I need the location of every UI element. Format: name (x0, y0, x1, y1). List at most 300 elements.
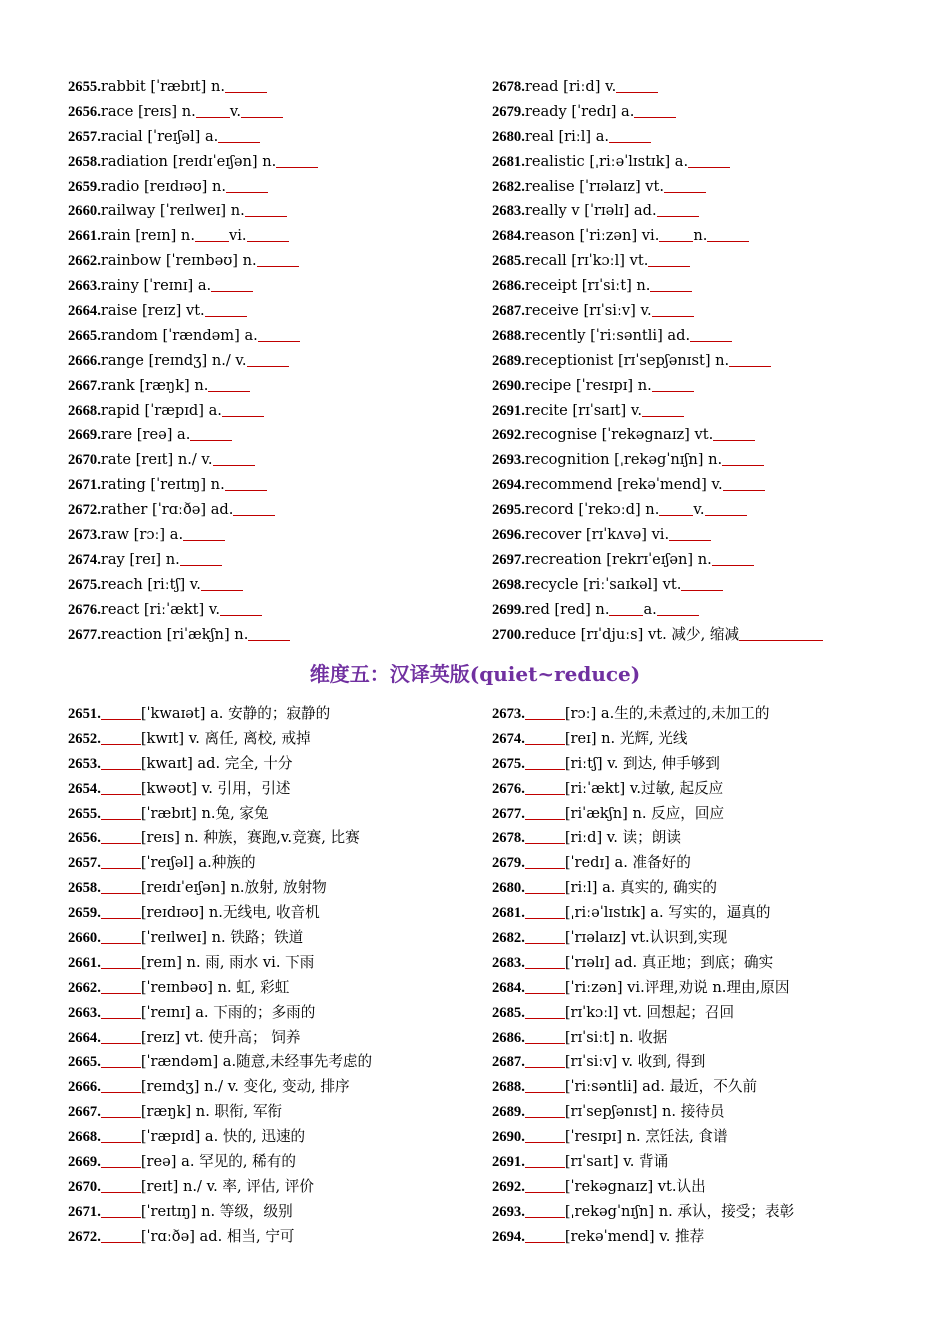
entry-text: [riːtʃ] v. 到达, 伸手够到 (564, 754, 720, 772)
entry-number: 2658. (68, 153, 101, 170)
answer-blank[interactable] (659, 229, 693, 242)
entry-number: 2675. (492, 755, 525, 772)
entry-number: 2663. (68, 278, 101, 295)
entry-number: 2685. (492, 253, 525, 270)
entry-text: rating [ˈreɪtɪŋ] n. (100, 476, 225, 494)
entry-text: [ˈræpɪd] a. 快的, 迅速的 (140, 1128, 306, 1146)
vocab-entry (492, 1200, 912, 1225)
vocab-entry (68, 1200, 488, 1225)
answer-blank[interactable] (180, 553, 222, 566)
entry-number: 2670. (68, 452, 101, 469)
answer-blank[interactable] (247, 229, 289, 242)
answer-blank[interactable] (688, 155, 730, 168)
entry-number: 2664. (68, 303, 101, 320)
entry-number: 2699. (492, 601, 525, 618)
vocab-entry (68, 826, 488, 851)
entry-text: [reɪn] n. 雨, 雨水 vi. 下雨 (140, 953, 315, 971)
entry-number: 2684. (492, 228, 525, 245)
vocab-entry (68, 175, 488, 200)
answer-blank[interactable] (525, 1130, 565, 1143)
answer-blank[interactable] (642, 404, 684, 417)
vocab-entry (492, 349, 912, 374)
vocab-entry (68, 448, 488, 473)
entry-number: 2696. (492, 527, 525, 544)
vocab-entry (492, 150, 912, 175)
vocab-entry (68, 498, 488, 523)
entry-text: [riːl] a. 真实的, 确实的 (564, 879, 717, 897)
answer-blank[interactable] (257, 254, 299, 267)
answer-blank[interactable] (657, 204, 699, 217)
vocab-entry (492, 523, 912, 548)
answer-blank[interactable] (657, 603, 699, 616)
vocab-entry (492, 1026, 912, 1051)
vocab-entry (68, 324, 488, 349)
entry-text: reaction [riˈækʃn] n. (100, 625, 249, 643)
answer-blank[interactable] (652, 304, 694, 317)
entry-pos: vi. (228, 227, 247, 245)
entry-number: 2677. (492, 805, 525, 822)
answer-blank[interactable] (245, 204, 287, 217)
vocab-entry (492, 1150, 912, 1175)
answer-blank[interactable] (190, 428, 232, 441)
answer-blank[interactable] (707, 229, 749, 242)
answer-blank[interactable] (225, 478, 267, 491)
answer-blank[interactable] (609, 130, 651, 143)
entry-number: 2664. (68, 1029, 101, 1046)
entry-number: 2652. (68, 730, 101, 747)
entry-text: [reɪdɪˈeɪʃən] n.放射, 放射物 (140, 879, 327, 897)
section-title: 维度五：汉译英版(quiet~reduce) (309, 662, 641, 686)
entry-text: [rɪˈsiːt] n. 收据 (564, 1028, 668, 1046)
entry-pos: v. (693, 501, 705, 519)
entry-number: 2681. (492, 153, 525, 170)
vocab-entry (68, 851, 488, 876)
answer-blank[interactable] (183, 528, 225, 541)
entry-text: [kwəʊt] v. 引用，引述 (140, 779, 291, 797)
entry-number: 2662. (68, 979, 101, 996)
vocab-entry (68, 374, 488, 399)
vocab-entry (68, 299, 488, 324)
answer-blank[interactable] (248, 628, 290, 641)
entry-number: 2692. (492, 427, 525, 444)
answer-blank[interactable] (525, 856, 565, 869)
entry-number: 2651. (68, 706, 101, 722)
vocab-entry (68, 573, 488, 598)
entry-text: [rɪˈsepʃənɪst] n. 接待员 (564, 1103, 725, 1121)
entry-pos: v. (229, 102, 241, 120)
answer-blank[interactable] (525, 1205, 565, 1218)
answer-blank[interactable] (101, 1105, 141, 1118)
vocab-entry (492, 473, 912, 498)
answer-blank[interactable] (101, 856, 141, 869)
entry-number: 2672. (68, 1228, 101, 1245)
answer-blank[interactable] (101, 1130, 141, 1143)
entry-number: 2688. (492, 327, 525, 344)
answer-blank[interactable] (525, 1105, 565, 1118)
entry-text: rapid [ˈræpɪd] a. (100, 401, 222, 419)
answer-blank[interactable] (101, 1155, 141, 1168)
entry-number: 2689. (492, 1104, 525, 1121)
entry-text: realise [ˈrɪəlaɪz] vt. (524, 177, 665, 195)
vocab-entry (68, 1125, 488, 1150)
answer-blank[interactable] (101, 807, 141, 820)
entry-text: [rɪˈsiːv] v. 收到, 得到 (564, 1053, 706, 1071)
answer-blank[interactable] (101, 881, 141, 894)
vocab-entry (492, 1225, 912, 1250)
entry-number: 2688. (492, 1079, 525, 1096)
entry-number: 2666. (68, 1079, 101, 1096)
entry-text: raise [reɪz] vt. (100, 302, 205, 320)
entry-number: 2672. (68, 502, 101, 519)
entry-text: recommend [rekəˈmend] v. (524, 476, 723, 494)
entry-number: 2673. (492, 706, 525, 722)
entry-text: really v [ˈrɪəlɪ] ad. (524, 202, 657, 220)
entry-number: 2680. (492, 128, 525, 145)
entry-text: reason [ˈriːzən] vi. (524, 227, 660, 245)
answer-blank[interactable] (525, 807, 565, 820)
entry-number: 2686. (492, 1029, 525, 1046)
entry-text: [ˈreɪtɪŋ] n. 等级，级别 (140, 1202, 293, 1220)
entry-text: race [reɪs] n. (100, 102, 196, 120)
entry-text: [ˈrɪəlɪ] ad. 真正地；到底；确实 (564, 953, 774, 971)
entry-number: 2659. (68, 178, 101, 195)
entry-number: 2655. (68, 805, 101, 822)
entry-number: 2691. (492, 402, 525, 419)
answer-blank[interactable] (525, 881, 565, 894)
vocab-entry (492, 1075, 912, 1100)
entry-number: 2656. (68, 830, 101, 847)
entry-text: reduce [rɪˈdjuːs] vt. 减少, 缩减 (524, 625, 740, 643)
entry-number: 2695. (492, 502, 525, 519)
vocab-entry (492, 702, 912, 727)
entry-number: 2690. (492, 1129, 525, 1146)
answer-blank[interactable] (723, 478, 765, 491)
answer-blank[interactable] (241, 105, 283, 118)
entry-text: [reɪ] n. 光辉, 光线 (564, 729, 688, 747)
entry-number: 2666. (68, 352, 101, 369)
vocab-entry (492, 448, 912, 473)
entry-number: 2656. (68, 103, 101, 120)
vocab-entry (68, 1050, 488, 1075)
entry-text: real [riːl] a. (524, 127, 610, 145)
entry-text: ready [ˈredɪ] a. (524, 102, 635, 120)
entry-number: 2690. (492, 377, 525, 394)
vocab-entry (492, 573, 912, 598)
answer-blank[interactable] (525, 906, 565, 919)
entry-number: 2685. (492, 1004, 525, 1021)
answer-blank[interactable] (196, 105, 230, 118)
answer-blank[interactable] (525, 1155, 565, 1168)
vocab-entry (492, 423, 912, 448)
entry-number: 2676. (492, 780, 525, 797)
entry-text: rain [reɪn] n. (100, 227, 195, 245)
vocab-entry (68, 274, 488, 299)
answer-blank[interactable] (211, 279, 253, 292)
answer-blank[interactable] (525, 831, 565, 844)
entry-text: [kwɪt] v. 离任, 离校, 戒掉 (140, 729, 311, 747)
entry-number: 2663. (68, 1004, 101, 1021)
entry-text: [ˈriːsəntli] ad. 最近，不久前 (564, 1078, 758, 1096)
vocab-entry (492, 274, 912, 299)
vocab-entry (492, 777, 912, 802)
vocab-entry (492, 224, 912, 249)
entry-number: 2668. (68, 1129, 101, 1146)
answer-blank[interactable] (525, 757, 565, 770)
entry-number: 2667. (68, 1104, 101, 1121)
answer-blank[interactable] (712, 553, 754, 566)
answer-blank[interactable] (205, 304, 247, 317)
answer-blank[interactable] (525, 1230, 565, 1243)
answer-blank[interactable] (705, 503, 747, 516)
entry-text: [ˈrɑːðə] ad. 相当, 宁可 (140, 1227, 295, 1245)
answer-blank[interactable] (525, 707, 565, 720)
answer-blank[interactable] (739, 628, 823, 641)
answer-blank[interactable] (101, 707, 141, 720)
vocab-entry (492, 100, 912, 125)
entry-number: 2694. (492, 477, 525, 494)
entry-number: 2662. (68, 253, 101, 270)
answer-blank[interactable] (101, 1205, 141, 1218)
vocab-entry (68, 802, 488, 827)
answer-blank[interactable] (101, 831, 141, 844)
entry-number: 2655. (68, 79, 101, 95)
entry-number: 2681. (492, 905, 525, 922)
vocab-entry (492, 1050, 912, 1075)
vocab-entry (68, 727, 488, 752)
answer-blank[interactable] (258, 329, 300, 342)
entry-number: 2661. (68, 228, 101, 245)
entry-text: receipt [rɪˈsiːt] n. (524, 277, 651, 295)
answer-blank[interactable] (208, 379, 250, 392)
entry-text: radiation [reɪdɪˈeɪʃən] n. (100, 152, 277, 170)
entry-number: 2683. (492, 203, 525, 220)
answer-blank[interactable] (609, 603, 643, 616)
entry-text: range [reɪndʒ] n./ v. (100, 351, 247, 369)
entry-text: rare [reə] a. (100, 426, 191, 444)
entry-number: 2674. (68, 551, 101, 568)
answer-blank[interactable] (220, 603, 262, 616)
answer-blank[interactable] (101, 1180, 141, 1193)
entry-number: 2684. (492, 979, 525, 996)
vocab-entry (68, 150, 488, 175)
entry-number: 2687. (492, 303, 525, 320)
answer-blank[interactable] (233, 503, 275, 516)
entry-number: 2657. (68, 855, 101, 872)
entry-number: 2669. (68, 427, 101, 444)
entry-text: [ˈreɪnbəʊ] n. 虹, 彩虹 (140, 978, 290, 996)
answer-blank[interactable] (722, 453, 764, 466)
entry-text: recreation [rekrɪˈeɪʃən] n. (524, 550, 712, 568)
answer-blank[interactable] (101, 906, 141, 919)
entry-pos: n. (693, 227, 708, 245)
entry-number: 2665. (68, 1054, 101, 1071)
answer-blank[interactable] (690, 329, 732, 342)
answer-blank[interactable] (681, 578, 723, 591)
answer-blank[interactable] (525, 956, 565, 969)
entry-text: [rɪˈsaɪt] v. 背诵 (564, 1153, 669, 1171)
entry-text: recycle [riːˈsaɪkəl] vt. (524, 575, 682, 593)
vocab-entry (68, 777, 488, 802)
entry-number: 2682. (492, 930, 525, 947)
entry-text: railway [ˈreɪlweɪ] n. (100, 202, 245, 220)
answer-blank[interactable] (101, 956, 141, 969)
answer-blank[interactable] (669, 528, 711, 541)
vocab-entry (492, 249, 912, 274)
entry-text: rank [ræŋk] n. (100, 376, 209, 394)
answer-blank[interactable] (525, 1031, 565, 1044)
vocab-entry (492, 498, 912, 523)
answer-blank[interactable] (652, 379, 694, 392)
entry-text: rather [ˈrɑːðə] ad. (100, 501, 234, 519)
entry-number: 2678. (492, 79, 525, 95)
answer-blank[interactable] (226, 180, 268, 193)
entry-text: [ˈræbɪt] n.兔, 家兔 (140, 804, 269, 822)
answer-blank[interactable] (729, 354, 771, 367)
entry-text: rabbit [ˈræbɪt] n. (100, 78, 226, 95)
answer-blank[interactable] (634, 105, 676, 118)
vocab-entry (68, 548, 488, 573)
answer-blank[interactable] (213, 453, 255, 466)
entry-number: 2668. (68, 402, 101, 419)
part1-left-column (68, 75, 488, 647)
vocab-entry (68, 224, 488, 249)
vocab-entry (68, 1150, 488, 1175)
entry-text: racial [ˈreɪʃəl] a. (100, 127, 219, 145)
entry-number: 2678. (492, 830, 525, 847)
entry-text: [riˈækʃn] n. 反应，回应 (564, 804, 725, 822)
entry-number: 2657. (68, 128, 101, 145)
answer-blank[interactable] (101, 1230, 141, 1243)
vocab-entry (492, 75, 912, 100)
entry-number: 2660. (68, 930, 101, 947)
vocab-entry (492, 727, 912, 752)
vocab-entry (492, 324, 912, 349)
answer-blank[interactable] (101, 1006, 141, 1019)
answer-blank[interactable] (648, 254, 690, 267)
entry-number: 2665. (68, 327, 101, 344)
vocab-entry (68, 249, 488, 274)
entry-text: radio [reɪdɪəʊ] n. (100, 177, 226, 195)
entry-text: read [riːd] v. (524, 78, 617, 95)
answer-blank[interactable] (101, 757, 141, 770)
entry-text: record [ˈrekɔːd] n. (524, 501, 660, 519)
answer-blank[interactable] (225, 80, 267, 93)
vocab-entry (68, 199, 488, 224)
vocab-entry (492, 926, 912, 951)
entry-text: [ˈreɪnɪ] a. 下雨的；多雨的 (140, 1003, 316, 1021)
entry-number: 2667. (68, 377, 101, 394)
entry-number: 2682. (492, 178, 525, 195)
entry-number: 2693. (492, 452, 525, 469)
answer-blank[interactable] (222, 404, 264, 417)
vocab-entry (492, 299, 912, 324)
entry-number: 2659. (68, 905, 101, 922)
vocab-entry (68, 951, 488, 976)
answer-blank[interactable] (201, 578, 243, 591)
vocab-entry (68, 125, 488, 150)
answer-blank[interactable] (195, 229, 229, 242)
entry-text: [ˈreɪʃəl] a.种族的 (140, 854, 256, 872)
answer-blank[interactable] (616, 80, 658, 93)
vocab-entry (492, 623, 912, 648)
entry-text: [ræŋk] n. 职衔, 军衔 (140, 1103, 283, 1121)
answer-blank[interactable] (525, 1080, 565, 1093)
answer-blank[interactable] (525, 1006, 565, 1019)
answer-blank[interactable] (659, 503, 693, 516)
entry-text: [ˈrændəm] a.随意,未经事先考虑的 (140, 1053, 373, 1071)
entry-number: 2687. (492, 1054, 525, 1071)
entry-number: 2693. (492, 1203, 525, 1220)
entry-text: [ˈriːzən] vi.评理,劝说 n.理由,原因 (564, 978, 790, 996)
entry-text: [ˈresɪpɪ] n. 烹饪法, 食谱 (564, 1128, 728, 1146)
vocab-entry (68, 423, 488, 448)
entry-text: receptionist [rɪˈsepʃənɪst] n. (524, 351, 730, 369)
entry-number: 2691. (492, 1154, 525, 1171)
entry-text: recover [rɪˈkʌvə] vi. (524, 526, 670, 544)
answer-blank[interactable] (101, 782, 141, 795)
answer-blank[interactable] (525, 732, 565, 745)
vocab-entry (68, 1100, 488, 1125)
answer-blank[interactable] (218, 130, 260, 143)
part2-left-column (68, 702, 488, 1250)
vocab-entry (68, 349, 488, 374)
entry-number: 2694. (492, 1228, 525, 1245)
answer-blank[interactable] (101, 1031, 141, 1044)
entry-text: red [red] n. (524, 600, 610, 618)
vocab-entry (492, 851, 912, 876)
vocab-entry (68, 752, 488, 777)
entry-text: rate [reɪt] n./ v. (100, 451, 213, 469)
vocab-entry (68, 1026, 488, 1051)
entry-text: recently [ˈriːsəntli] ad. (524, 326, 691, 344)
vocab-entry (492, 1125, 912, 1150)
answer-blank[interactable] (101, 732, 141, 745)
entry-text: [ˈreɪlweɪ] n. 铁路；铁道 (140, 929, 304, 947)
entry-number: 2675. (68, 576, 101, 593)
entry-number: 2669. (68, 1154, 101, 1171)
entry-text: raw [rɔː] a. (100, 526, 184, 544)
entry-text: receive [rɪˈsiːv] v. (524, 302, 652, 320)
entry-text: [ˈrɪəlaɪz] vt.认识到,实现 (564, 929, 728, 947)
answer-blank[interactable] (101, 1055, 141, 1068)
entry-number: 2679. (492, 855, 525, 872)
vocab-entry (68, 901, 488, 926)
entry-text: [kwaɪt] ad. 完全, 十分 (140, 754, 293, 772)
answer-blank[interactable] (650, 279, 692, 292)
answer-blank[interactable] (525, 782, 565, 795)
vocab-entry (68, 473, 488, 498)
answer-blank[interactable] (713, 428, 755, 441)
answer-blank[interactable] (525, 981, 565, 994)
answer-blank[interactable] (276, 155, 318, 168)
answer-blank[interactable] (525, 931, 565, 944)
entry-number: 2698. (492, 576, 525, 593)
entry-number: 2674. (492, 730, 525, 747)
answer-blank[interactable] (101, 1080, 141, 1093)
answer-blank[interactable] (664, 180, 706, 193)
answer-blank[interactable] (101, 931, 141, 944)
answer-blank[interactable] (101, 981, 141, 994)
answer-blank[interactable] (525, 1180, 565, 1193)
vocab-entry (68, 523, 488, 548)
answer-blank[interactable] (247, 354, 289, 367)
vocab-entry (492, 125, 912, 150)
entry-number: 2679. (492, 103, 525, 120)
entry-number: 2671. (68, 477, 101, 494)
entry-text: [riːd] v. 读；朗读 (564, 829, 681, 847)
vocab-entry (492, 976, 912, 1001)
answer-blank[interactable] (525, 1055, 565, 1068)
